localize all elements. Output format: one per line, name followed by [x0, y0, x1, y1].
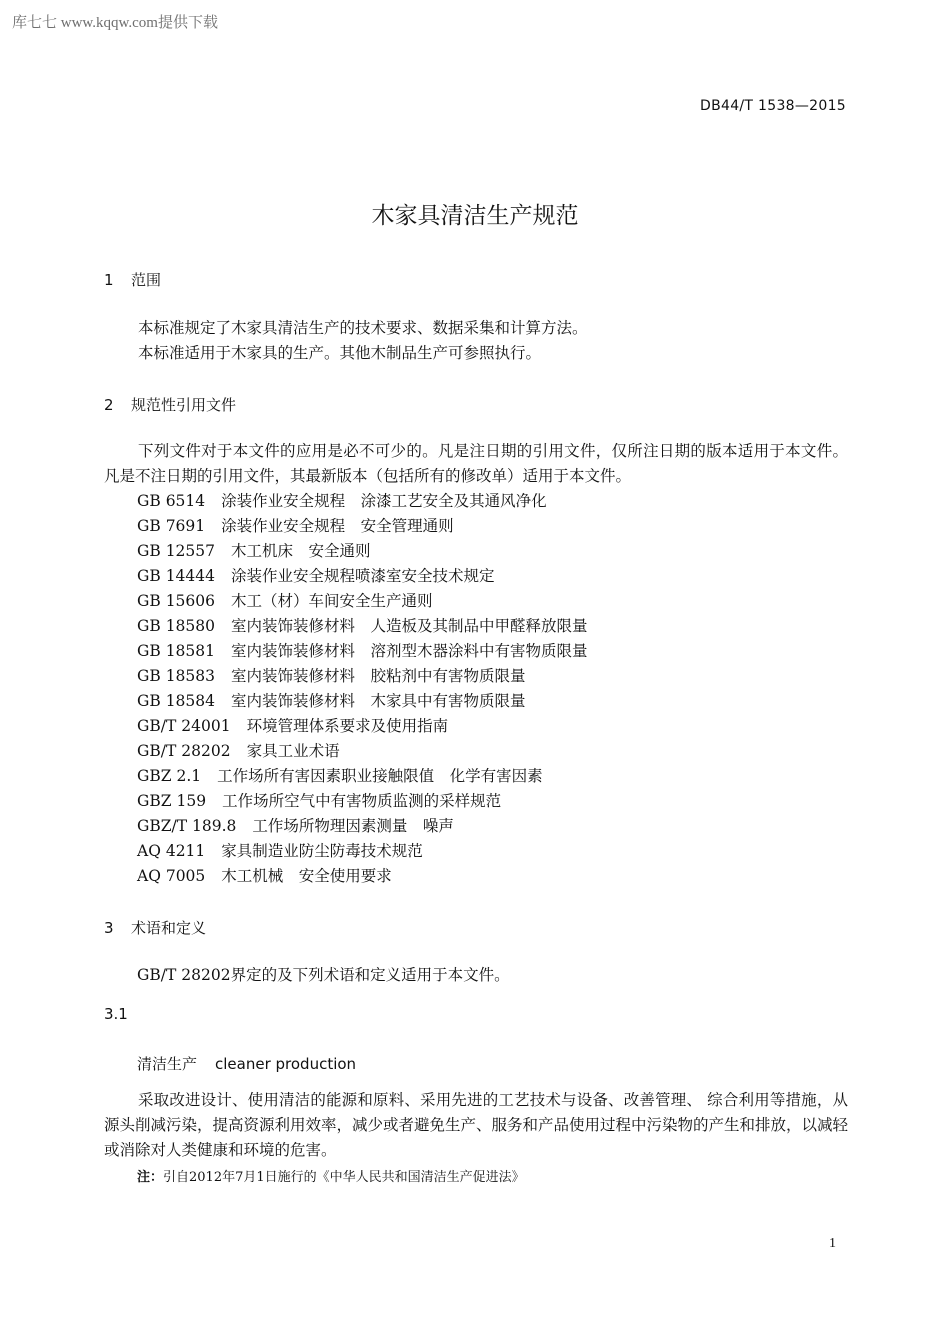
reference-code: GB 7691 [137, 517, 206, 535]
reference-title: 家具制造业防尘防毒技术规范 [221, 842, 423, 860]
page-number: 1 [829, 1236, 836, 1251]
reference-title: 涂装作业安全规程 涂漆工艺安全及其通风净化 [221, 492, 547, 510]
reference-code: GBZ 159 [137, 792, 207, 810]
standard-code: DB44/T 1538—2015 [700, 98, 846, 114]
section-1-paragraph-2: 本标准适用于木家具的生产。其他木制品生产可参照执行。 [138, 344, 542, 362]
reference-title: 涂装作业安全规程喷漆室安全技术规定 [231, 567, 495, 585]
section-title: 规范性引用文件 [131, 396, 237, 414]
reference-item [137, 764, 588, 789]
reference-item [137, 564, 588, 589]
reference-item [137, 839, 588, 864]
section-1-paragraph-1: 本标准规定了木家具清洁生产的技术要求、数据采集和计算方法。 [138, 319, 588, 337]
reference-code: GB 18583 [137, 667, 216, 685]
reference-item [137, 614, 588, 639]
section-number: 2 [104, 396, 114, 414]
section-number: 3 [104, 919, 114, 937]
reference-item [137, 739, 588, 764]
reference-title: 工作场所物理因素测量 噪声 [252, 817, 454, 835]
reference-item [137, 639, 588, 664]
reference-code: GB 14444 [137, 567, 216, 585]
reference-item [137, 714, 588, 739]
term-chinese: 清洁生产 [137, 1055, 198, 1073]
reference-title: 室内装饰装修材料 人造板及其制品中甲醛释放限量 [231, 617, 588, 635]
reference-list [137, 489, 588, 889]
reference-title: 工作场所空气中有害物质监测的采样规范 [222, 792, 502, 810]
reference-title: 工作场所有害因素职业接触限值 化学有害因素 [217, 767, 543, 785]
reference-title: 木工机床 安全通则 [231, 542, 371, 560]
reference-code: GB 18580 [137, 617, 216, 635]
reference-code: GB/T 24001 [137, 717, 231, 735]
term-entry [137, 1053, 356, 1074]
section-3-intro: GB/T 28202界定的及下列术语和定义适用于本文件。 [137, 966, 510, 984]
reference-item [137, 589, 588, 614]
reference-code: GB 18584 [137, 692, 216, 710]
reference-code: GB 18581 [137, 642, 216, 660]
document-title: 木家具清洁生产规范 [371, 203, 579, 229]
reference-item [137, 489, 588, 514]
reference-code: GB 15606 [137, 592, 216, 610]
reference-code: GB/T 28202 [137, 742, 231, 760]
reference-item [137, 814, 588, 839]
reference-item [137, 539, 588, 564]
reference-item [137, 689, 588, 714]
reference-title: 室内装饰装修材料 胶粘剂中有害物质限量 [231, 667, 526, 685]
note-label: 注： [137, 1170, 164, 1185]
reference-title: 木工（材）车间安全生产通则 [231, 592, 433, 610]
reference-code: AQ 7005 [137, 867, 206, 885]
reference-title: 环境管理体系要求及使用指南 [246, 717, 449, 735]
section-title: 术语和定义 [131, 919, 207, 937]
section-title: 范围 [131, 271, 162, 289]
section-3-heading [104, 917, 206, 938]
reference-code: GBZ/T 189.8 [137, 817, 237, 835]
reference-title: 木工机械 安全使用要求 [221, 867, 392, 885]
section-1-heading [104, 269, 161, 290]
section-number: 1 [104, 271, 114, 289]
section-2-heading [104, 394, 236, 415]
definition-note [137, 1166, 525, 1185]
reference-code: AQ 4211 [137, 842, 206, 860]
term-english: cleaner production [215, 1055, 357, 1073]
reference-item [137, 864, 588, 889]
reference-code: GB 6514 [137, 492, 206, 510]
reference-title: 室内装饰装修材料 溶剂型木器涂料中有害物质限量 [231, 642, 588, 660]
reference-code: GBZ 2.1 [137, 767, 202, 785]
reference-title: 涂装作业安全规程 安全管理通则 [221, 517, 454, 535]
reference-item [137, 514, 588, 539]
term-definition: 采取改进设计、使用清洁的能源和原料、采用先进的工艺技术与设备、改善管理、 综合利用等措施，从源头削减污染，提高资源利用效率，减少或者避免生产、服务和产品使用过程中污染物的产生和排放，以减轻或消除对人类健康和环境的危害。 [104, 1091, 849, 1159]
reference-item [137, 789, 588, 814]
watermark-text: 库七七 www.kqqw.com提供下载 [12, 15, 218, 31]
section-2-intro: 下列文件对于本文件的应用是必不可少的。凡是注日期的引用文件，仅所注日期的版本适用于本文件。凡是不注日期的引用文件，其最新版本（包括所有的修改单）适用于本文件。 [104, 442, 848, 485]
reference-title: 室内装饰装修材料 木家具中有害物质限量 [231, 692, 526, 710]
reference-item [137, 664, 588, 689]
note-text: 引自2012年7月1日施行的《中华人民共和国清洁生产促进法》 [163, 1170, 525, 1185]
reference-title: 家具工业术语 [246, 742, 340, 760]
reference-code: GB 12557 [137, 542, 216, 560]
subsection-number: 3.1 [104, 1005, 128, 1023]
